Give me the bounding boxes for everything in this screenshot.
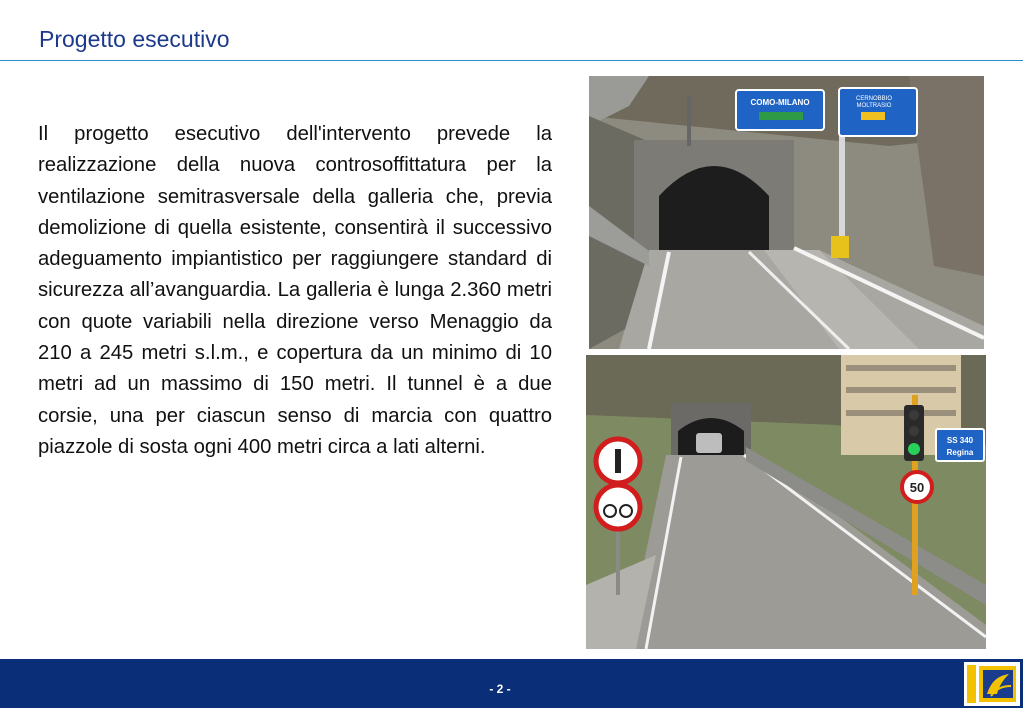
page-title: Progetto esecutivo [39, 26, 230, 52]
header-divider [0, 60, 1023, 61]
page-number: - 2 - [489, 682, 511, 696]
speed-limit-label: 50 [909, 480, 925, 495]
organization-logo [961, 660, 1021, 708]
sign-cernobbio: CERNOBBIO [855, 96, 893, 102]
tunnel-entrance-photo [589, 76, 984, 349]
route-name-label: Regina [946, 448, 974, 457]
tunnel-road-photo [586, 355, 986, 649]
body-paragraph: Il progetto esecutivo dell'intervento prevede la realizzazione della nuova controsoffittatura per la ventilazione semitrasversale della galleria che, previa demolizione di quella esistente, consentirà il successivo adeguamento impiantistico per raggiungere standard di sicurezza all’avanguardia. La galleria è lunga 2.360 metri con quote variabili nella direzione verso Menaggio da 210 a 245 metri s.l.m., e copertura da un minimo di 10 metri ad un massimo di 150 metri. Il tunnel è a due corsie, una per ciascun senso di marcia con quattro piazzole di sosta ogni 400 metri circa a lati alterni. [38, 123, 552, 458]
sign-como-milano: COMO-MILANO [750, 98, 810, 107]
sign-moltrasio: MOLTRASIO [856, 103, 892, 109]
route-number-label: SS 340 [946, 436, 974, 445]
